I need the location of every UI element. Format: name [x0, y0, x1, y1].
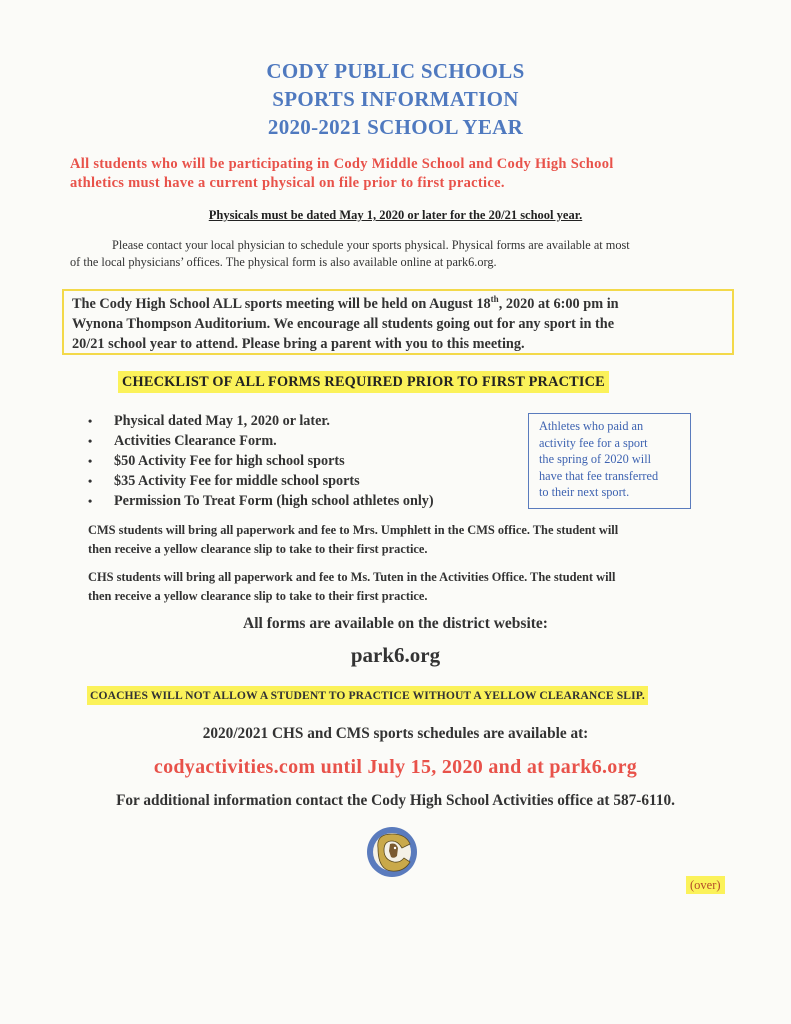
- schedules-line: 2020/2021 CHS and CMS sports schedules are available at:: [202, 725, 589, 742]
- cms-paragraph: [88, 521, 728, 559]
- meeting-line-2: Wynona Thompson Auditorium. We encourage all students going out for any sport in the: [72, 316, 615, 332]
- physical-date-note: Physicals must be dated May 1, 2020 or later for the 20/21 school year.: [208, 208, 583, 222]
- schedules-websites[interactable]: codyactivities.com until July 15, 2020 and at park6.org: [153, 756, 638, 778]
- checklist-item: • Activities Clearance Form.: [88, 431, 434, 451]
- intro-line-2: athletics must have a current physical on file prior to first practice.: [70, 175, 505, 191]
- title-line-3: 2020-2021 SCHOOL YEAR: [267, 115, 524, 139]
- fee-note-line: Athletes who paid an: [539, 419, 644, 433]
- checklist-item: • Permission To Treat Form (high school athletes only): [88, 491, 434, 511]
- contact-line: For additional information contact the Cody High School Activities office at 587-6110.: [116, 792, 675, 809]
- chs-line-1: CHS students will bring all paperwork and fee to Ms. Tuten in the Activities Office. The student will: [88, 570, 616, 584]
- physician-line-2: of the local physicians’ offices. The physical form is also available online at park6.org.: [70, 255, 497, 269]
- checklist-title: CHECKLIST OF ALL FORMS REQUIRED PRIOR TO FIRST PRACTICE: [118, 371, 609, 393]
- cms-line-2: then receive a yellow clearance slip to take to their first practice.: [88, 542, 428, 556]
- meeting-line-1: The Cody High School ALL sports meeting will be held on August 18th, 2020 at 6:00 pm in: [72, 294, 619, 312]
- fee-transfer-note: [528, 413, 691, 509]
- chs-paragraph: [88, 568, 728, 606]
- fee-note-line: to their next sport.: [539, 485, 630, 499]
- meeting-line-3: 20/21 school year to attend. Please bring a parent with you to this meeting.: [72, 336, 525, 352]
- meeting-announcement-box: [62, 289, 734, 355]
- physician-line-1: Please contact your local physician to schedule your sports physical. Physical forms are available at most: [112, 238, 630, 252]
- checklist-item: • $50 Activity Fee for high school sports: [88, 451, 434, 471]
- checklist-item: • Physical dated May 1, 2020 or later.: [88, 411, 434, 431]
- fee-note-line: activity fee for a sport: [539, 435, 648, 450]
- fee-note-line: have that fee transferred: [539, 468, 659, 483]
- over-label: (over): [686, 876, 725, 894]
- title-line-1: CODY PUBLIC SCHOOLS: [266, 59, 525, 83]
- title-line-2: SPORTS INFORMATION: [272, 87, 519, 111]
- chs-line-2: then receive a yellow clearance slip to take to their first practice.: [88, 589, 428, 603]
- checklist: [88, 411, 434, 511]
- bronco-logo-icon: [366, 826, 418, 878]
- fee-note-line: the spring of 2020 will: [539, 452, 652, 466]
- cms-line-1: CMS students will bring all paperwork and fee to Mrs. Umphlett in the CMS office. The student will: [88, 523, 619, 537]
- intro-line-1: All students who will be participating in Cody Middle School and Cody High School: [70, 156, 614, 172]
- checklist-item: • $35 Activity Fee for middle school sports: [88, 471, 434, 491]
- physician-paragraph: [70, 237, 725, 271]
- forms-available-line: All forms are available on the district website:: [243, 615, 548, 632]
- coaches-warning: COACHES WILL NOT ALLOW A STUDENT TO PRACTICE WITHOUT A YELLOW CLEARANCE SLIP.: [87, 686, 648, 705]
- website-link[interactable]: park6.org: [350, 643, 441, 667]
